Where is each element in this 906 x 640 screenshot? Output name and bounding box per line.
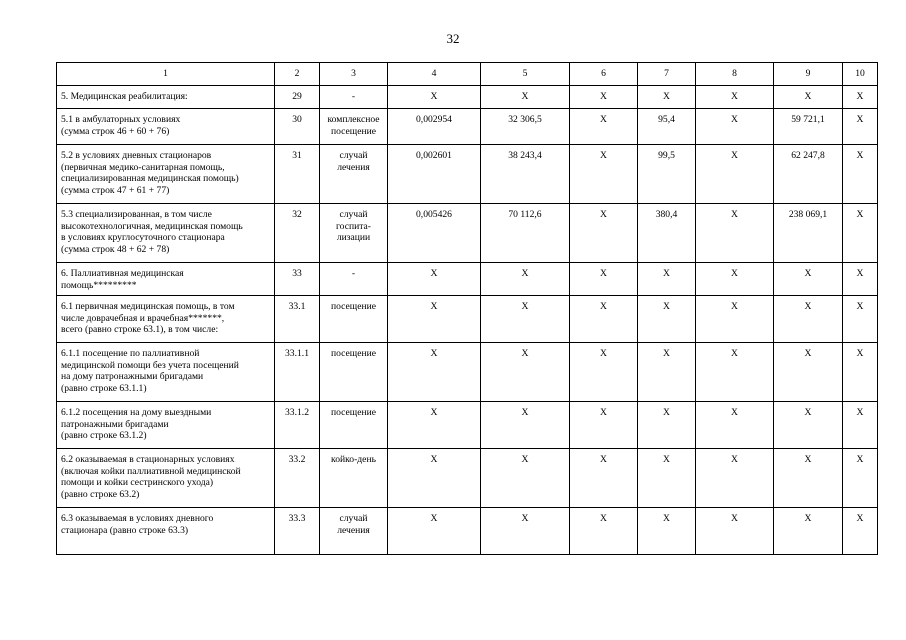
table-row (57, 109, 878, 145)
value-cell: 62 247,8 (774, 145, 843, 204)
row-code-cell: 33.1 (275, 296, 320, 343)
column-header: 6 (570, 63, 638, 86)
row-name-cell: 6.1 первичная медицинская помощь, в том числе доврачебная и врачебная*******, всего (равно строке 63.1), в том числе: (57, 296, 275, 343)
value-cell: X (388, 402, 481, 449)
value-cell: X (843, 263, 878, 296)
column-header: 9 (774, 63, 843, 86)
value-cell: X (481, 449, 570, 508)
value-cell: X (774, 508, 843, 555)
table-row (57, 449, 878, 508)
value-cell: X (696, 204, 774, 263)
value-cell: X (570, 449, 638, 508)
value-cell: X (570, 343, 638, 402)
value-cell: X (638, 296, 696, 343)
row-code-cell: 33.1.1 (275, 343, 320, 402)
value-cell: X (843, 402, 878, 449)
value-cell: X (388, 508, 481, 555)
value-cell: X (570, 263, 638, 296)
value-cell: X (843, 449, 878, 508)
row-code-cell: 33 (275, 263, 320, 296)
value-cell: X (696, 109, 774, 145)
unit-cell: случай лечения (320, 508, 388, 555)
value-cell: 70 112,6 (481, 204, 570, 263)
value-cell: X (843, 204, 878, 263)
value-cell: 59 721,1 (774, 109, 843, 145)
row-code-cell: 32 (275, 204, 320, 263)
value-cell: X (696, 263, 774, 296)
value-cell: X (638, 263, 696, 296)
value-cell: X (843, 145, 878, 204)
value-cell: 32 306,5 (481, 109, 570, 145)
table-row (57, 402, 878, 449)
column-header: 2 (275, 63, 320, 86)
value-cell: X (774, 449, 843, 508)
value-cell: 99,5 (638, 145, 696, 204)
value-cell: X (481, 296, 570, 343)
value-cell: X (481, 86, 570, 109)
value-cell: X (696, 296, 774, 343)
row-name-cell: 5.3 специализированная, в том числе высокотехнологичная, медицинская помощь в условиях круглосуточного стационара (сумма строк 48 + 62 + 78) (57, 204, 275, 263)
value-cell: X (638, 449, 696, 508)
value-cell: X (843, 86, 878, 109)
value-cell: X (388, 86, 481, 109)
table-row (57, 508, 878, 555)
table-header-row (57, 63, 878, 86)
value-cell: X (481, 402, 570, 449)
row-code-cell: 30 (275, 109, 320, 145)
table-row (57, 204, 878, 263)
value-cell: 380,4 (638, 204, 696, 263)
value-cell: X (388, 296, 481, 343)
value-cell: X (696, 402, 774, 449)
value-cell: X (843, 109, 878, 145)
unit-cell: комплексное посещение (320, 109, 388, 145)
value-cell: X (638, 508, 696, 555)
column-header: 4 (388, 63, 481, 86)
value-cell: X (696, 343, 774, 402)
value-cell: 38 243,4 (481, 145, 570, 204)
row-code-cell: 33.1.2 (275, 402, 320, 449)
row-name-cell: 5.1 в амбулаторных условиях (сумма строк 46 + 60 + 76) (57, 109, 275, 145)
unit-cell: случай госпита- лизации (320, 204, 388, 263)
column-header: 10 (843, 63, 878, 86)
row-code-cell: 29 (275, 86, 320, 109)
value-cell: X (388, 263, 481, 296)
value-cell: X (843, 343, 878, 402)
value-cell: X (570, 508, 638, 555)
column-header: 7 (638, 63, 696, 86)
table-row (57, 343, 878, 402)
unit-cell: - (320, 86, 388, 109)
value-cell: 0,002954 (388, 109, 481, 145)
value-cell: X (696, 508, 774, 555)
value-cell: X (570, 204, 638, 263)
value-cell: X (774, 263, 843, 296)
value-cell: X (774, 86, 843, 109)
table-row (57, 263, 878, 296)
value-cell: 238 069,1 (774, 204, 843, 263)
value-cell: X (696, 86, 774, 109)
row-name-cell: 6.1.2 посещения на дому выездными патронажными бригадами (равно строке 63.1.2) (57, 402, 275, 449)
value-cell: X (843, 296, 878, 343)
data-table (56, 62, 878, 555)
row-name-cell: 6.2 оказываемая в стационарных условиях (включая койки паллиативной медицинской помощи и койки сестринского ухода) (равно строке 63.2) (57, 449, 275, 508)
value-cell: X (481, 263, 570, 296)
value-cell: X (638, 402, 696, 449)
value-cell: X (388, 449, 481, 508)
value-cell: X (570, 402, 638, 449)
value-cell: X (570, 86, 638, 109)
row-code-cell: 31 (275, 145, 320, 204)
value-cell: 0,002601 (388, 145, 481, 204)
table-row (57, 145, 878, 204)
value-cell: X (638, 343, 696, 402)
row-name-cell: 5. Медицинская реабилитация: (57, 86, 275, 109)
table-body (57, 63, 878, 555)
value-cell: 0,005426 (388, 204, 481, 263)
value-cell: X (774, 402, 843, 449)
table-row (57, 296, 878, 343)
value-cell: X (570, 296, 638, 343)
value-cell: X (570, 145, 638, 204)
value-cell: X (843, 508, 878, 555)
row-code-cell: 33.2 (275, 449, 320, 508)
value-cell: X (774, 343, 843, 402)
value-cell: X (774, 296, 843, 343)
value-cell: X (638, 86, 696, 109)
value-cell: X (696, 145, 774, 204)
value-cell: 95,4 (638, 109, 696, 145)
page-number: 32 (446, 31, 460, 46)
value-cell: X (570, 109, 638, 145)
unit-cell: посещение (320, 343, 388, 402)
row-name-cell: 6.3 оказываемая в условиях дневного стационара (равно строке 63.3) (57, 508, 275, 555)
table-row (57, 86, 878, 109)
unit-cell: койко-день (320, 449, 388, 508)
value-cell: X (388, 343, 481, 402)
value-cell: X (481, 343, 570, 402)
row-name-cell: 6.1.1 посещение по паллиативной медицинской помощи без учета посещений на дому патронажными бригадами (равно строке 63.1.1) (57, 343, 275, 402)
column-header: 1 (57, 63, 275, 86)
value-cell: X (481, 508, 570, 555)
row-code-cell: 33.3 (275, 508, 320, 555)
unit-cell: случай лечения (320, 145, 388, 204)
unit-cell: - (320, 263, 388, 296)
unit-cell: посещение (320, 402, 388, 449)
value-cell: X (696, 449, 774, 508)
row-name-cell: 5.2 в условиях дневных стационаров (первичная медико-санитарная помощь, специализированная медицинская помощь) (сумма строк 47 + 61 + 77) (57, 145, 275, 204)
column-header: 8 (696, 63, 774, 86)
column-header: 3 (320, 63, 388, 86)
unit-cell: посещение (320, 296, 388, 343)
column-header: 5 (481, 63, 570, 86)
row-name-cell: 6. Паллиативная медицинская помощь********* (57, 263, 275, 296)
